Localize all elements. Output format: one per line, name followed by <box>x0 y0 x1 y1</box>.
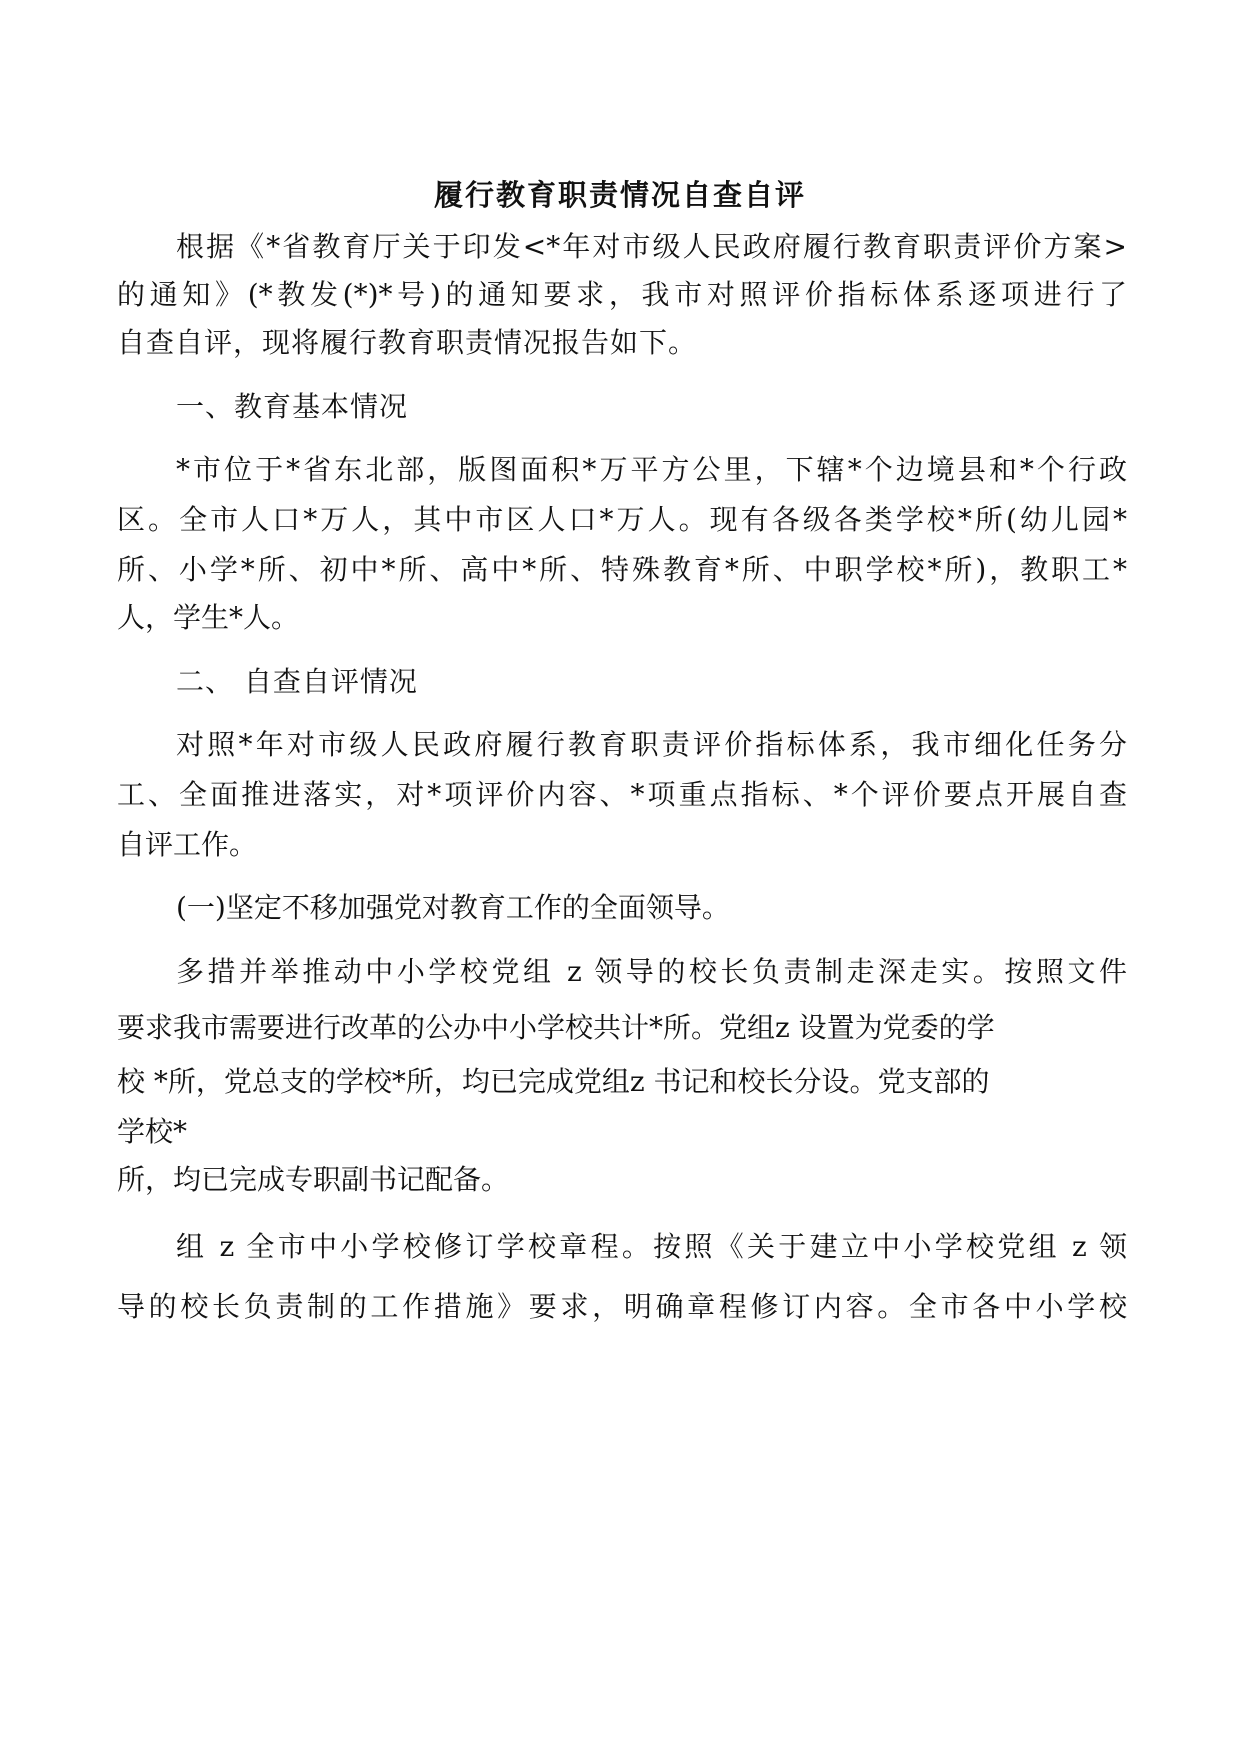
paragraph-line: 根据《*省教育厅关于印发<*年对市级人民政府履行教育职责评价方案> <box>176 230 1127 263</box>
paragraph-line: *市位于*省东北部，版图面积*万平方公里，下辖*个边境县和*个行政 <box>176 453 1127 486</box>
section-heading: 二、 自查自评情况 <box>176 665 418 698</box>
paragraph-line: 学校* <box>117 1115 188 1148</box>
paragraph-line: 所，均已完成专职副书记配备。 <box>117 1163 510 1196</box>
paragraph-line: 自查自评，现将履行教育职责情况报告如下。 <box>117 326 698 359</box>
paragraph-line: 对照*年对市级人民政府履行教育职责评价指标体系，我市细化任务分 <box>176 728 1127 761</box>
section-heading: 一、教育基本情况 <box>176 390 409 423</box>
paragraph-line: 多措并举推动中小学校党组 z 领导的校长负责制走深走实。按照文件 <box>176 955 1127 988</box>
paragraph-line: 校 *所，党总支的学校*所，均已完成党组z 书记和校长分设。党支部的 <box>117 1065 990 1098</box>
paragraph-line: 组 z 全市中小学校修订学校章程。按照《关于建立中小学校党组 z 领 <box>176 1230 1127 1263</box>
paragraph-line: 要求我市需要进行改革的公办中小学校共计*所。党组z 设置为党委的学 <box>117 1011 995 1044</box>
paragraph-line: 的通知》(*教发(*)*号)的通知要求，我市对照评价指标体系逐项进行了 <box>117 278 1127 311</box>
document-title: 履行教育职责情况自查自评 <box>433 178 806 212</box>
paragraph-line: 人，学生*人。 <box>117 601 300 634</box>
paragraph-line: 导的校长负责制的工作措施》要求，明确章程修订内容。全市各中小学校 <box>117 1290 1127 1323</box>
paragraph-line: 所、小学*所、初中*所、高中*所、特殊教育*所、中职学校*所)，教职工* <box>117 553 1127 586</box>
subsection-heading: (一)坚定不移加强党对教育工作的全面领导。 <box>176 891 730 924</box>
paragraph-line: 工、全面推进落实，对*项评价内容、*项重点指标、*个评价要点开展自查 <box>117 778 1127 811</box>
paragraph-line: 自评工作。 <box>117 828 258 861</box>
paragraph-line: 区。全市人口*万人，其中市区人口*万人。现有各级各类学校*所(幼儿园* <box>117 503 1127 536</box>
